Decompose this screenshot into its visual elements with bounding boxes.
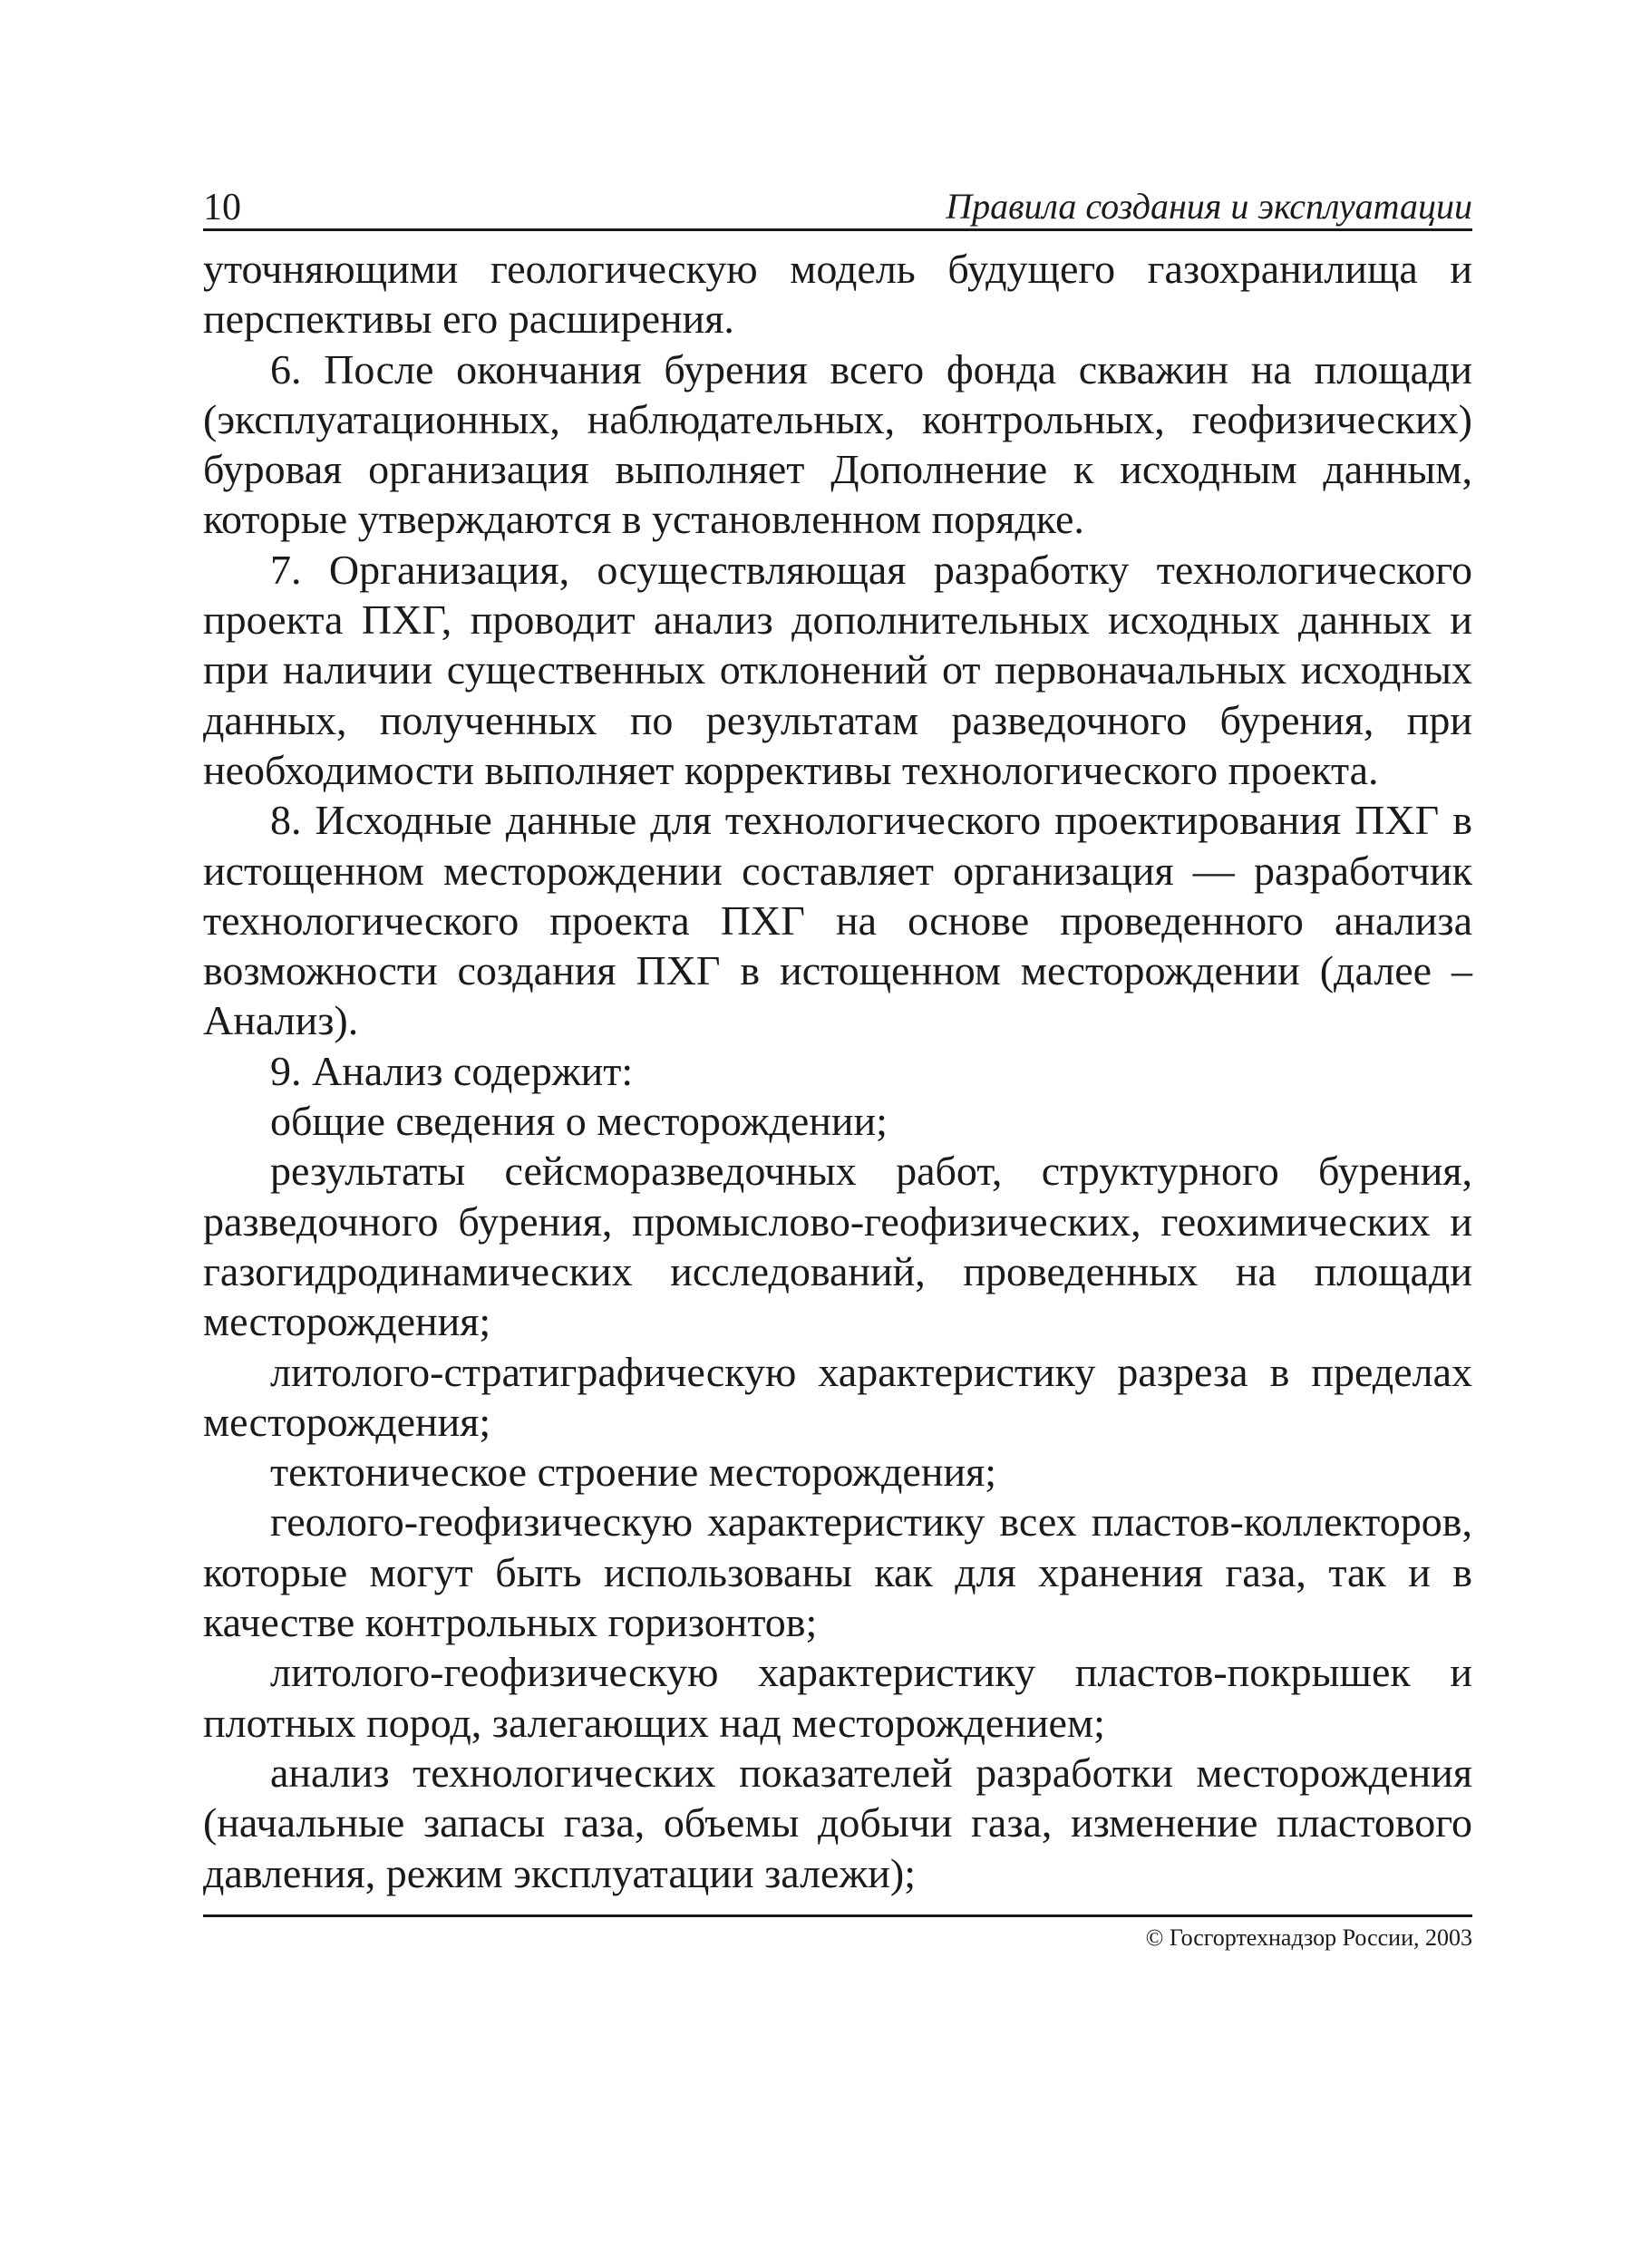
- paragraph-item-8: 8. Исходные данные для технологического проектирования ПХГ в истощенном месторождении составляет организация — разработчик технологического проекта ПХГ на основе проведенного анализа возможности создания ПХГ в истощенном месторождении (далее – Анализ).: [203, 797, 1472, 1044]
- paragraph-continuation: уточняющими геологическую модель будущего газохранилища и перспективы его расширения.: [203, 246, 1472, 343]
- list-item-survey-results: результаты сейсморазведочных работ, структурного бурения, разведочного бурения, промыслово-геофизических, геохимических и газогидродинамических исследований, проведенных на площади месторождения;: [203, 1148, 1472, 1345]
- running-title: Правила создания и эксплуатации: [946, 186, 1472, 227]
- paragraph-item-6: 6. После окончания бурения всего фонда скважин на площади (эксплуатационных, наблюдательных, контрольных, геофизических) буровая организация выполняет Дополнение к исходным данным, которые утверждаются в установленном порядке.: [203, 345, 1472, 543]
- list-item-caprock-characteristics: литолого-геофизическую характеристику пластов-покрышек и плотных пород, залегающих над месторождением;: [203, 1649, 1472, 1746]
- paragraph-item-9: 9. Анализ содержит:: [270, 1047, 634, 1094]
- list-item-development-analysis: анализ технологических показателей разработки месторождения (начальные запасы газа, объемы добычи газа, изменение пластового давления, режим эксплуатации залежи);: [203, 1749, 1472, 1896]
- running-header: [203, 178, 1472, 231]
- page-number: 10: [203, 187, 241, 228]
- list-item-reservoir-characteristics: геолого-геофизическую характеристику всех пластов-коллекторов, которые могут быть использованы как для хранения газа, так и в качестве контрольных горизонтов;: [203, 1498, 1472, 1646]
- list-item-lithostratigraphy: литолого-стратиграфическую характеристику разреза в пределах месторождения;: [203, 1348, 1472, 1445]
- footer-rule: [203, 1914, 1472, 1917]
- list-item-general-info: общие сведения о месторождении;: [270, 1098, 888, 1145]
- copyright-notice: © Госгортехнадзор России, 2003: [1145, 1924, 1472, 1951]
- document-page: [203, 178, 1472, 1952]
- list-item-tectonics: тектоническое строение месторождения;: [270, 1449, 997, 1496]
- body-text: [203, 244, 1472, 1898]
- paragraph-item-7: 7. Организация, осуществляющая разработку технологического проекта ПХГ, проводит анализ дополнительных исходных данных и при наличии существенных отклонений от первоначальных исходных данных, полученных по результатам разведочного бурения, при необходимости выполняет коррективы технологического проекта.: [203, 546, 1472, 793]
